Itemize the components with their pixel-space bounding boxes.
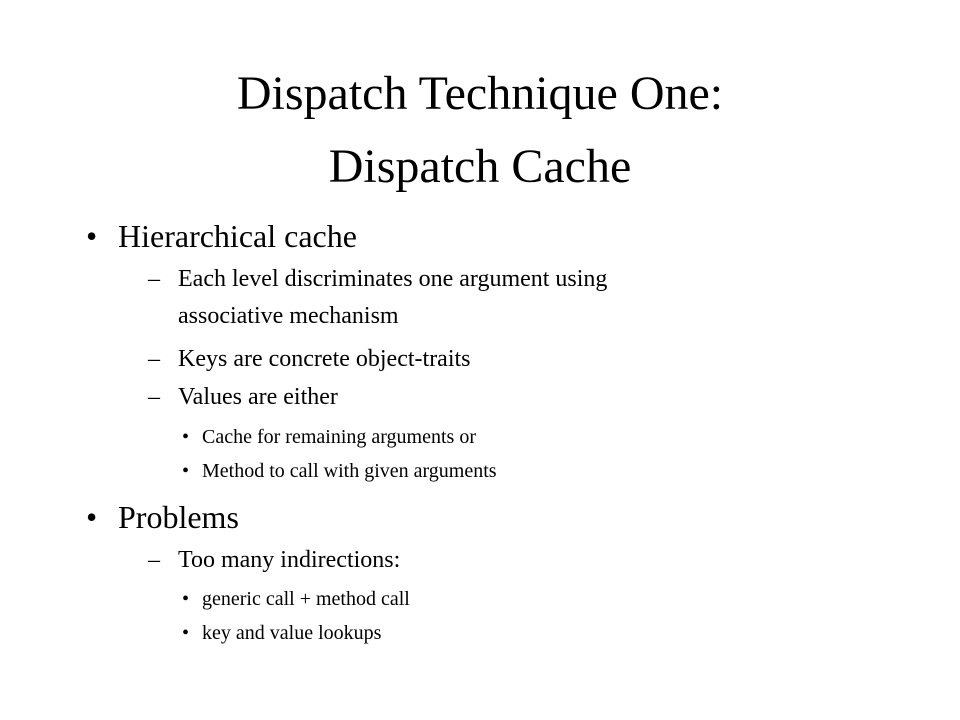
dash-mark: – <box>148 384 160 410</box>
slide-title-line-2: Dispatch Cache <box>328 140 632 193</box>
sub-item-text: Values are either <box>178 384 338 410</box>
slide-title-line-1: Dispatch Technique One: <box>236 67 724 120</box>
bullet-text: Problems <box>118 499 239 535</box>
sub-sub-item-text: key and value lookups <box>202 622 382 644</box>
sub-sub-item-text: generic call + method call <box>202 588 410 610</box>
dash-mark: – <box>148 547 160 573</box>
sub-bullet-mark: • <box>182 622 190 644</box>
sub-bullet-mark: • <box>182 460 190 482</box>
sub-sub-item-text: Cache for remaining arguments or <box>202 426 476 448</box>
dash-mark: – <box>148 266 160 292</box>
sub-bullet-mark: • <box>182 588 190 610</box>
sub-sub-item-text: Method to call with given arguments <box>202 460 497 482</box>
bullet-mark: • <box>86 218 98 254</box>
sub-item-text-continued: associative mechanism <box>178 303 399 329</box>
sub-item-text: Each level discriminates one argument using <box>178 266 608 292</box>
bullet-text: Hierarchical cache <box>118 218 357 254</box>
sub-bullet-mark: • <box>182 426 190 448</box>
sub-item-text: Keys are concrete object-traits <box>178 346 471 372</box>
dash-mark: – <box>148 346 160 372</box>
bullet-mark: • <box>86 499 98 535</box>
sub-item-text: Too many indirections: <box>178 547 401 573</box>
